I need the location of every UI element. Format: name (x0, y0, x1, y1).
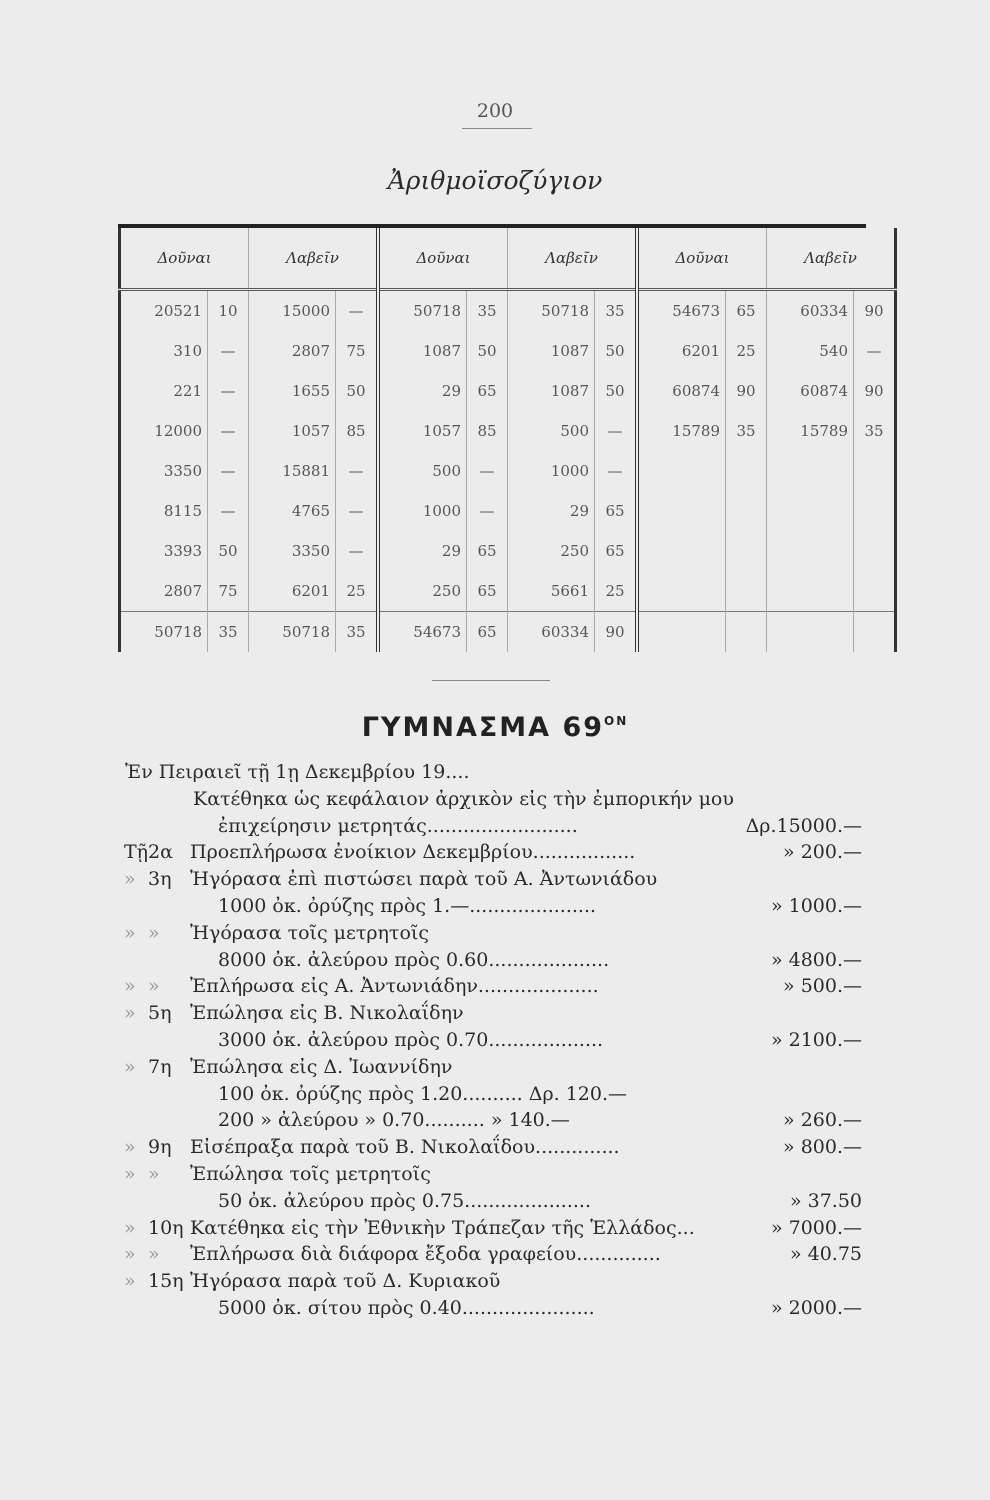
table-cell: 60334 (767, 290, 854, 332)
table-cell: 250 (378, 571, 467, 612)
entry-line (0, 1160, 990, 1188)
table-row (120, 331, 896, 371)
entry-line (0, 946, 990, 974)
table-cell: 1087 (508, 371, 595, 411)
table-cell (637, 571, 726, 612)
table-cell: 90 (854, 371, 896, 411)
table-cell: 4765 (249, 491, 336, 531)
table-cell: 65 (467, 612, 508, 653)
table-cell: 3350 (120, 451, 208, 491)
table-cell: — (208, 371, 249, 411)
table-cell: 65 (595, 491, 638, 531)
table-cell: 250 (508, 531, 595, 571)
table-cell: 500 (378, 451, 467, 491)
table-cell: — (854, 331, 896, 371)
entry-text: Ἐν Πειραιεῖ τῇ 1ῃ Δεκεμβρίου 19.... (125, 761, 470, 783)
entry-text: 3000 ὀκ. ἀλεύρου πρὸς 0.70................... (218, 1029, 604, 1051)
table-cell: 15789 (767, 411, 854, 451)
table-cell: 20521 (120, 290, 208, 332)
entry-date: 9η (148, 1136, 172, 1159)
table-cell: 29 (378, 531, 467, 571)
table-cell: 35 (208, 612, 249, 653)
table-row (120, 451, 896, 491)
entry-date: 3η (148, 868, 172, 891)
table-cell: — (208, 451, 249, 491)
entry-mark: » (124, 1136, 136, 1159)
entry-text: Κατέθηκα ὡς κεφάλαιον ἀρχικὸν εἰς τὴν ἐμπορικήν μου (193, 787, 734, 810)
table-cell: 2807 (120, 571, 208, 612)
table-cell: 50 (595, 371, 638, 411)
entry-line (0, 812, 990, 840)
table-cell: 15789 (637, 411, 726, 451)
entry-text: Ἐπώλησα εἰς Δ. Ἰωαννίδην (190, 1055, 453, 1078)
table-cell: 2807 (249, 331, 336, 371)
table-cell: 50 (595, 331, 638, 371)
table-cell: 5661 (508, 571, 595, 612)
table-cell: — (336, 531, 379, 571)
entry-date: 2α (148, 841, 173, 864)
table-cell (726, 571, 767, 612)
entry-text: Ἠγόρασα ἐπὶ πιστώσει παρὰ τοῦ Α. Ἀντωνιάδου (190, 868, 658, 891)
table-cell: 35 (336, 612, 379, 653)
table-row (120, 491, 896, 531)
table-row (120, 411, 896, 451)
entry-text: 1000 ὀκ. ὀρύζης πρὸς 1.—..................... (218, 895, 597, 917)
ledger-header-cell: Δοῦναι (120, 228, 249, 290)
entry-line (0, 1026, 990, 1054)
table-cell: — (595, 451, 638, 491)
entry-text: Ἠγόρασα τοῖς μετρητοῖς (190, 921, 429, 944)
table-cell: 1087 (508, 331, 595, 371)
entry-date: » (148, 1243, 160, 1266)
table-cell: 3393 (120, 531, 208, 571)
table-cell: 12000 (120, 411, 208, 451)
table-cell: 60874 (637, 371, 726, 411)
ledger-header-cell: Λαβεῖν (249, 228, 379, 290)
entry-amount: » 800.— (783, 1136, 862, 1159)
table-cell: 65 (467, 371, 508, 411)
table-cell (637, 612, 726, 653)
table-cell: 50718 (249, 612, 336, 653)
table-row (120, 371, 896, 411)
entry-text: 200 » ἀλεύρου » 0.70.......... » 140.— (218, 1109, 570, 1132)
table-cell: 10 (208, 290, 249, 332)
entry-mark: » (124, 1216, 136, 1239)
table-cell (726, 612, 767, 653)
entry-text: 8000 ὀκ. ἀλεύρου πρὸς 0.60.................... (218, 948, 610, 971)
entry-text: Ἠγόρασα παρὰ τοῦ Δ. Κυριακοῦ (190, 1270, 501, 1293)
table-cell: 15881 (249, 451, 336, 491)
exercise-heading (0, 712, 990, 743)
table-cell: 65 (726, 290, 767, 332)
table-cell: 35 (726, 411, 767, 451)
entry-date: » (148, 975, 160, 998)
ledger-header-row (120, 228, 896, 290)
table-cell: 29 (508, 491, 595, 531)
page-number: 200 (476, 100, 514, 122)
table-cell: — (467, 451, 508, 491)
table-cell: 29 (378, 371, 467, 411)
entry-date: 10η (148, 1216, 184, 1239)
table-cell: 15000 (249, 290, 336, 332)
table-cell: 60874 (767, 371, 854, 411)
ledger-header-cell: Δοῦναι (637, 228, 767, 290)
exercise-suffix: ΟΝ (604, 714, 629, 728)
table-cell: 25 (726, 331, 767, 371)
table-cell (637, 451, 726, 491)
entry-amount: » 2000.— (770, 1297, 862, 1319)
table-cell: 50718 (378, 290, 467, 332)
entry-line (0, 1080, 990, 1108)
entry-line (0, 1053, 990, 1081)
entry-text: 5000 ὀκ. σίτου πρὸς 0.40...................... (218, 1297, 595, 1319)
entry-line (0, 999, 990, 1027)
table-cell (854, 491, 896, 531)
table-cell: 85 (336, 411, 379, 451)
entry-text: 50 ὀκ. ἀλεύρου πρὸς 0.75..................... (218, 1189, 591, 1212)
table-cell: 90 (595, 612, 638, 653)
entry-line (0, 758, 990, 786)
table-cell: 50718 (120, 612, 208, 653)
entry-text: Εἰσέπραξα παρὰ τοῦ Β. Νικολαΐδου.............. (190, 1136, 620, 1159)
table-cell: 54673 (637, 290, 726, 332)
entry-mark: » (124, 975, 136, 998)
table-cell (767, 491, 854, 531)
table-cell: 50 (336, 371, 379, 411)
table-cell: — (336, 491, 379, 531)
table-cell: 500 (508, 411, 595, 451)
entry-date: » (148, 921, 160, 944)
entry-mark: » (124, 868, 136, 891)
table-cell (854, 451, 896, 491)
entry-line (0, 1294, 990, 1322)
entry-line (0, 1106, 990, 1134)
entry-date: 15η (148, 1270, 184, 1293)
table-cell: — (336, 451, 379, 491)
entry-date: 5η (148, 1002, 172, 1025)
table-cell (767, 531, 854, 571)
entry-text: Ἐπώλησα εἰς Β. Νικολαΐδην (190, 1002, 464, 1025)
table-cell: 65 (595, 531, 638, 571)
table-cell: 50 (208, 531, 249, 571)
table-cell (767, 571, 854, 612)
table-cell: — (595, 411, 638, 451)
table-cell: 35 (467, 290, 508, 332)
entry-amount: » 7000.— (770, 1216, 862, 1239)
entry-mark: » (124, 1163, 136, 1185)
entry-amount: » 4800.— (770, 948, 862, 971)
table-cell: 25 (595, 571, 638, 612)
table-cell: 35 (595, 290, 638, 332)
entry-amount: » 1000.— (770, 895, 862, 917)
entry-text: Ἐπλήρωσα εἰς Α. Ἀντωνιάδην.................... (190, 975, 599, 998)
table-cell (767, 612, 854, 653)
table-cell: 6201 (249, 571, 336, 612)
ledger-grid (118, 228, 897, 652)
table-cell: 310 (120, 331, 208, 371)
entry-mark: » (124, 1002, 136, 1025)
table-cell (854, 612, 896, 653)
ledger-header-cell: Λαβεῖν (767, 228, 896, 290)
exercise-title: ΓΥΜΝΑΣΜΑ 69 (361, 712, 605, 743)
table-cell: 1000 (378, 491, 467, 531)
table-cell: 50718 (508, 290, 595, 332)
table-cell: 1655 (249, 371, 336, 411)
table-cell (854, 531, 896, 571)
table-cell: 50 (467, 331, 508, 371)
entry-line (0, 1267, 990, 1295)
table-cell: 1057 (378, 411, 467, 451)
table-cell (637, 491, 726, 531)
table-cell: 85 (467, 411, 508, 451)
entry-line (0, 838, 990, 866)
table-cell: 75 (336, 331, 379, 371)
table-cell: 90 (726, 371, 767, 411)
table-cell: 6201 (637, 331, 726, 371)
table-cell: 1000 (508, 451, 595, 491)
entry-amount: » 260.— (783, 1109, 862, 1132)
table-cell: 25 (336, 571, 379, 612)
entry-amount: » 37.50 (789, 1189, 862, 1212)
entry-amount: » 2100.— (770, 1029, 862, 1051)
entry-text: Ἐπλήρωσα διὰ διάφορα ἔξοδα γραφείου.............. (190, 1243, 661, 1266)
entry-text: ἐπιχείρησιν μετρητάς......................... (218, 814, 578, 837)
table-cell (726, 531, 767, 571)
table-cell (726, 491, 767, 531)
entry-mark: » (124, 1055, 136, 1078)
entry-line (0, 919, 990, 947)
entry-line (0, 1240, 990, 1268)
entry-line (0, 1187, 990, 1215)
entry-line (0, 972, 990, 1000)
entry-mark: » (124, 921, 136, 944)
entry-amount: Δρ.15000.— (745, 814, 862, 837)
table-cell: 540 (767, 331, 854, 371)
table-cell: 65 (467, 531, 508, 571)
trial-balance-table (118, 224, 897, 652)
entry-text: 100 ὀκ. ὀρύζης πρὸς 1.20.......... Δρ. 120.— (218, 1082, 628, 1105)
table-cell (637, 531, 726, 571)
page-title: Ἀριθμοϊσοζύγιον (387, 166, 603, 195)
entry-amount: » 500.— (783, 975, 862, 998)
table-row (120, 531, 896, 571)
table-cell: 35 (854, 411, 896, 451)
table-cell: — (208, 411, 249, 451)
table-row (120, 612, 896, 653)
entry-amount: » 40.75 (789, 1243, 862, 1266)
entry-line (0, 1133, 990, 1161)
table-cell: — (467, 491, 508, 531)
table-row (120, 571, 896, 612)
table-row (120, 290, 896, 332)
entry-mark: » (124, 1270, 136, 1293)
entry-line (0, 785, 990, 813)
table-cell: 1087 (378, 331, 467, 371)
table-cell: — (208, 491, 249, 531)
ledger-header-cell: Δοῦναι (378, 228, 508, 290)
table-cell: — (208, 331, 249, 371)
entry-amount: » 200.— (783, 841, 862, 864)
entry-text: Ἐπώλησα τοῖς μετρητοῖς (190, 1163, 431, 1185)
page-number-rule (462, 128, 532, 129)
entry-line (0, 865, 990, 893)
table-cell: 75 (208, 571, 249, 612)
entry-text: Προεπλήρωσα ἐνοίκιον Δεκεμβρίου................. (190, 841, 636, 864)
table-cell (854, 571, 896, 612)
table-cell: 3350 (249, 531, 336, 571)
entry-line (0, 1214, 990, 1242)
table-cell: 1057 (249, 411, 336, 451)
entry-date: 7η (148, 1055, 172, 1078)
entry-line (0, 892, 990, 920)
entry-text: Κατέθηκα εἰς τὴν Ἐθνικὴν Τράπεζαν τῆς Ἑλλάδος... (190, 1216, 695, 1239)
ledger-header-cell: Λαβεῖν (508, 228, 638, 290)
table-cell: 221 (120, 371, 208, 411)
entry-mark: » (124, 1243, 136, 1266)
table-cell (767, 451, 854, 491)
table-cell: 54673 (378, 612, 467, 653)
entry-mark: Τῇ (124, 841, 149, 864)
table-cell: 60334 (508, 612, 595, 653)
table-cell: 90 (854, 290, 896, 332)
table-cell: — (336, 290, 379, 332)
section-divider (432, 680, 550, 681)
table-cell: 65 (467, 571, 508, 612)
table-cell (726, 451, 767, 491)
table-cell: 8115 (120, 491, 208, 531)
entry-date: » (148, 1163, 160, 1185)
